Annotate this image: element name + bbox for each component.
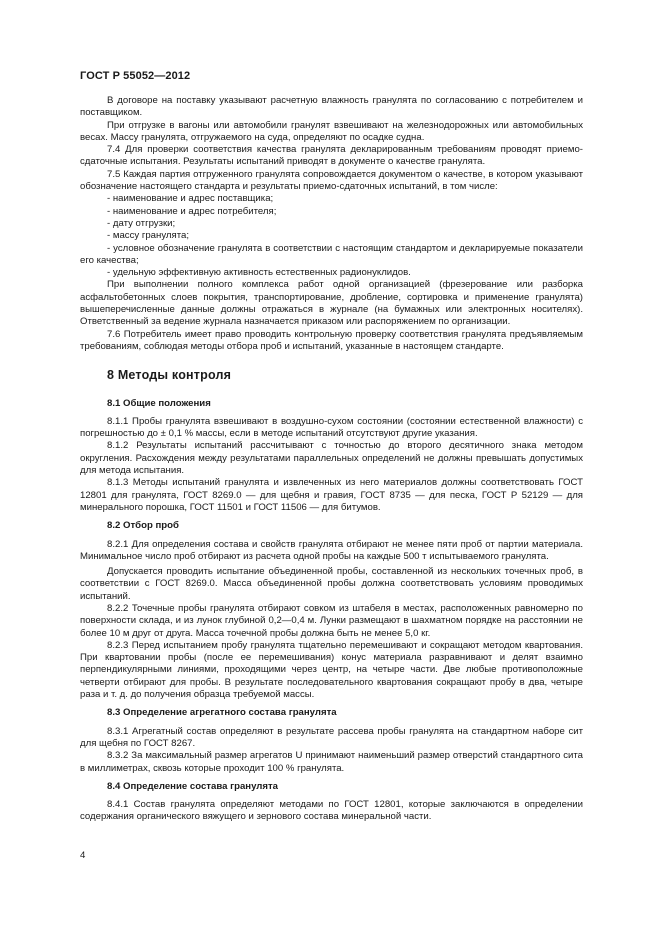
paragraph: 8.2.3 Перед испытанием пробу гранулята тщательно перемешивают и сокращают методом квартования. При квартовании пробы (после ее перемешивания) конус материала разравнивают и делят взаимно перпендикулярными линиями, проходящими через центр, на четыре части. Две любые противоположные четверти отбирают для пробы. В результате последовательного квартования сокращают пробу в два, четыре раза и т. д. до получения образца требуемой массы. xyxy=(80,639,583,701)
paragraph: 7.5 Каждая партия отгруженного гранулята сопровождается документом о качестве, в котором указывают обозначение настоящего стандарта и результаты приемо-сдаточных испытаний, в том числе: xyxy=(80,168,583,193)
list-item: - условное обозначение гранулята в соответствии с настоящим стандартом и декларируемые показатели его качества; xyxy=(80,242,583,266)
paragraph: 8.3.2 За максимальный размер агрегатов U принимают наименьший размер отверстий стандартного сита в миллиметрах, сквозь которые проходит 100 % гранулята. xyxy=(80,750,583,774)
subsection-heading: 8.3 Определение агрегатного состава гранулята xyxy=(107,707,337,719)
paragraph: 7.4 Для проверки соответствия качества гранулята декларированным требованиям проводят приемо-сдаточные испытания. Результаты испытаний приводят в документе о качестве гранулята. xyxy=(80,144,583,168)
list-item: - дату отгрузки; xyxy=(107,217,176,229)
paragraph: 8.1.3 Методы испытаний гранулята и извлеченных из него материалов должны соответствовать ГОСТ 12801 для гранулята, ГОСТ 8269.0 — для щебня и гравия, ГОСТ 8735 — для песка, ГОСТ Р 52129 — для минерального порошка, ГОСТ 11501 и ГОСТ 11506 — для битумов. xyxy=(80,477,583,513)
paragraph: При выполнении полного комплекса работ одной организацией (фрезерование или разборка асфальтобетонных слоев покрытия, транспортирование, дробление, сортировка и применение гранулята) вышеперечисленные данные должны отражаться в журнале (на бумажных или электронных носителях). Ответственный за ведение журнала назначается приказом или распоряжением по организации. xyxy=(80,279,583,328)
paragraph: 8.4.1 Состав гранулята определяют методами по ГОСТ 12801, которые заключаются в определении содержания органического вяжущего и зернового состава минеральной части. xyxy=(80,799,583,823)
paragraph: 8.1.2 Результаты испытаний рассчитывают с точностью до второго десятичного знака методом округления. Расхождения между результатами параллельных определений не должны превышать допустимых для метода испытания. xyxy=(80,440,583,477)
page-number: 4 xyxy=(80,850,86,861)
subsection-heading: 8.4 Определение состава гранулята xyxy=(107,780,279,792)
list-item: - наименование и адрес потребителя; xyxy=(107,205,277,217)
paragraph: 8.3.1 Агрегатный состав определяют в результате рассева пробы гранулята на стандартном наборе сит для щебня по ГОСТ 8267. xyxy=(80,725,583,749)
document-header: ГОСТ Р 55052—2012 xyxy=(80,70,191,82)
list-item: - удельную эффективную активность естественных радионуклидов. xyxy=(107,267,411,279)
paragraph: 8.2.2 Точечные пробы гранулята отбирают совком из штабеля в местах, расположенных равномерно по поверхности склада, и из лунок глубиной 0,2—0,4 м. Лунки размещают в шахматном порядке на расстоянии не более 10 м друг от друга. Масса точечной пробы должна быть не менее 5,0 кг. xyxy=(80,602,583,639)
list-item: - массу гранулята; xyxy=(107,230,189,242)
paragraph: 8.2.1 Для определения состава и свойств гранулята отбирают не менее пяти проб от партии материала. Минимальное число проб отбирают из расчета одной пробы на каждые 500 т испытываемого гранулята. xyxy=(80,538,583,562)
document-body xyxy=(80,95,583,824)
paragraph: Допускается проводить испытание объединенной пробы, составленной из нескольких точечных проб, в соответствии с ГОСТ 8269.0. Масса объединенной пробы должна соответствовать условиям проводимых испытаний. xyxy=(80,566,583,602)
list-item: - наименование и адрес поставщика; xyxy=(107,193,274,205)
subsection-heading: 8.1 Общие положения xyxy=(107,397,211,409)
paragraph: В договоре на поставку указывают расчетную влажность гранулята по согласованию с потребителем и поставщиком. xyxy=(80,95,583,119)
paragraph: 7.6 Потребитель имеет право проводить контрольную проверку соответствия гранулята предъявляемым требованиям, соблюдая методы отбора проб и испытаний, указанные в настоящем стандарте. xyxy=(80,328,583,352)
paragraph: 8.1.1 Пробы гранулята взвешивают в воздушно-сухом состоянии (состоянии естественной влажности) с погрешностью до ± 0,1 % массы, если в методе испытаний отсутствуют другие указания. xyxy=(80,415,583,440)
section-heading: 8 Методы контроля xyxy=(107,368,232,383)
subsection-heading: 8.2 Отбор проб xyxy=(107,520,179,532)
paragraph: При отгрузке в вагоны или автомобили гранулят взвешивают на железнодорожных или автомобильных весах. Массу гранулята, отгружаемого на суда, определяют по осадке судна. xyxy=(80,119,583,143)
